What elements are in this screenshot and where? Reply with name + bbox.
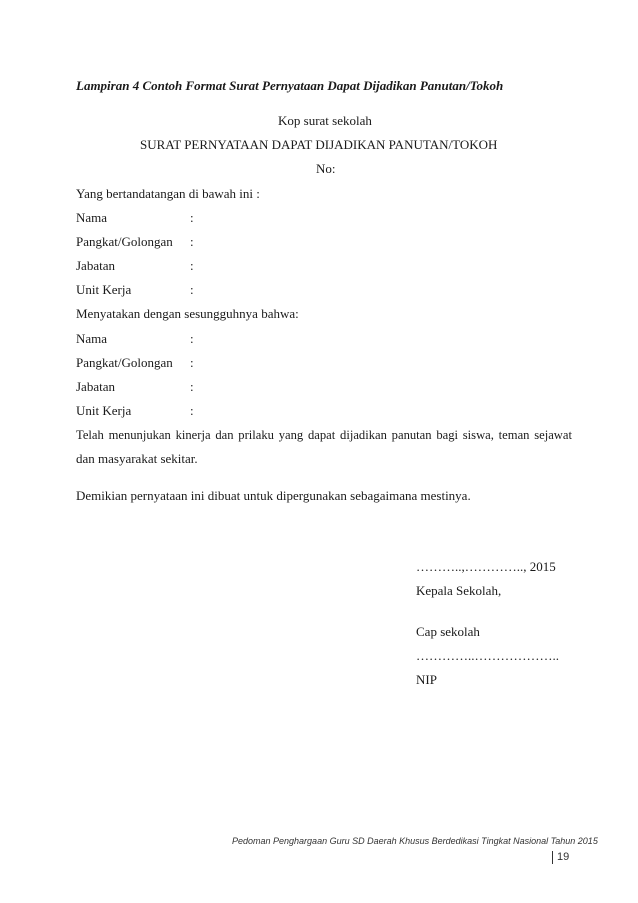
page-number: 19 <box>552 851 569 864</box>
declaration-text: Menyatakan dengan sesungguhnya bahwa: <box>76 306 299 321</box>
footer-text: Pedoman Penghargaan Guru SD Daerah Khusus Berdedikasi Tingkat Nasional Tahun 2015 <box>232 836 598 846</box>
name-line: …………..……………….. <box>416 648 559 663</box>
field-colon: : <box>190 282 194 297</box>
field-label: Pangkat/Golongan <box>76 234 173 249</box>
field-colon: : <box>190 331 194 346</box>
field-colon: : <box>190 379 194 394</box>
date-line: ………..,………….., 2015 <box>416 559 556 574</box>
field-colon: : <box>190 234 194 249</box>
nip-label: NIP <box>416 672 437 687</box>
appendix-heading: Lampiran 4 Contoh Format Surat Pernyataan Dapat Dijadikan Panutan/Tokoh <box>76 78 504 93</box>
field-colon: : <box>190 210 194 225</box>
field-colon: : <box>190 403 194 418</box>
intro-text: Yang bertandatangan di bawah ini : <box>76 186 260 201</box>
field-label: Nama <box>76 331 108 346</box>
body-paragraph-line: dan masyarakat sekitar. <box>76 451 198 466</box>
signer-role: Kepala Sekolah, <box>416 583 502 598</box>
field-label: Nama <box>76 210 108 225</box>
stamp-label: Cap sekolah <box>416 624 480 639</box>
body-paragraph-line: Telah menunjukan kinerja dan prilaku yang dapat dijadikan panutan bagi siswa, teman sejawat <box>76 428 572 442</box>
field-label: Pangkat/Golongan <box>76 355 173 370</box>
letterhead-placeholder: Kop surat sekolah <box>278 113 372 128</box>
field-colon: : <box>190 355 194 370</box>
field-colon: : <box>190 258 194 273</box>
field-label: Jabatan <box>76 379 115 394</box>
field-label: Unit Kerja <box>76 282 132 297</box>
closing-statement: Demikian pernyataan ini dibuat untuk dipergunakan sebagaimana mestinya. <box>76 488 471 503</box>
letter-title: SURAT PERNYATAAN DAPAT DIJADIKAN PANUTAN/TOKOH <box>140 137 498 152</box>
field-label: Unit Kerja <box>76 403 132 418</box>
field-label: Jabatan <box>76 258 115 273</box>
letter-number: No: <box>316 161 336 176</box>
